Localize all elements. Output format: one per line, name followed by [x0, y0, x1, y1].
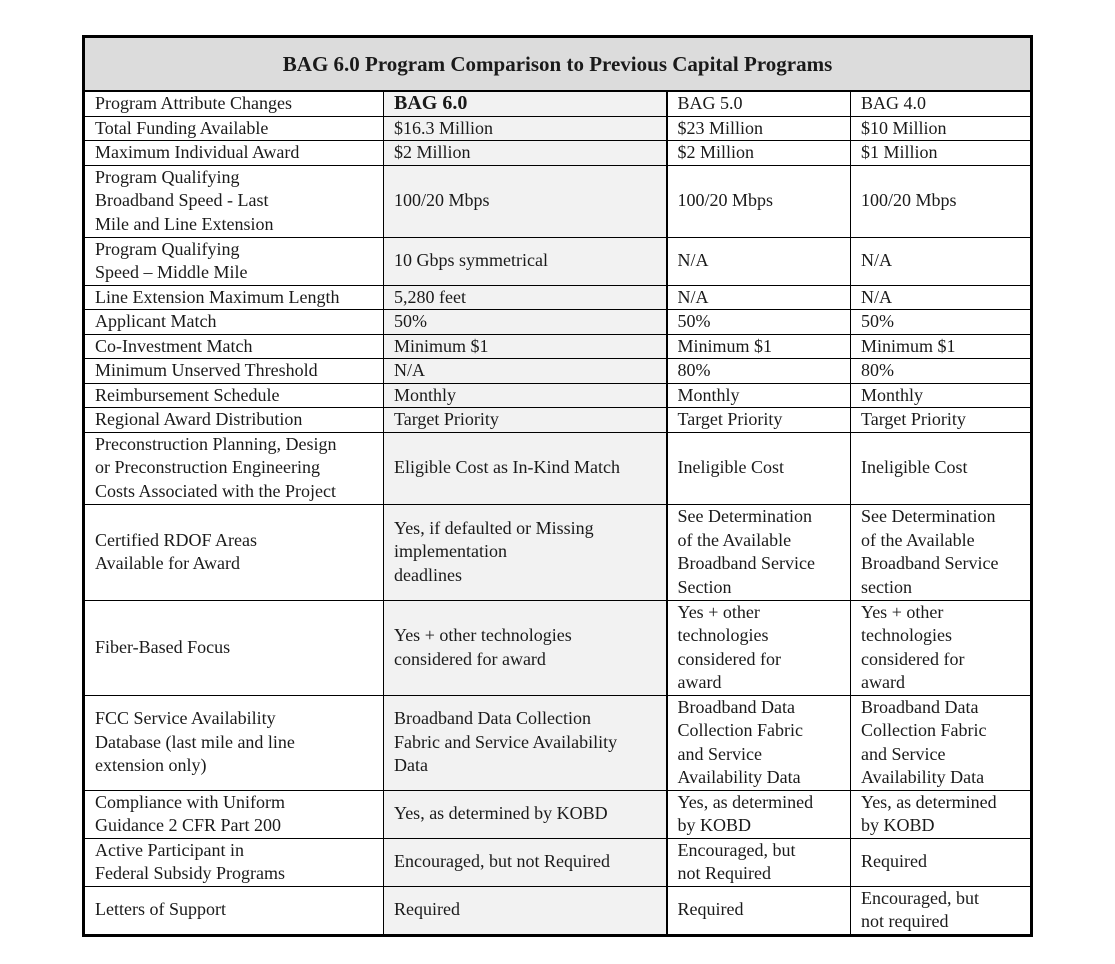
cell-attribute: Fiber-Based Focus [84, 600, 384, 695]
cell-bag-5: $2 Million [667, 141, 851, 166]
table-row [84, 237, 1032, 285]
cell-bag-6: Yes + other technologies considered for award [384, 600, 667, 695]
cell-bag-6: Encouraged, but not Required [384, 838, 667, 886]
cell-bag-5: $23 Million [667, 116, 851, 141]
cell-attribute: Certified RDOF Areas Available for Award [84, 504, 384, 600]
cell-bag-6: 5,280 feet [384, 285, 667, 310]
table-row [84, 432, 1032, 504]
cell-bag-6: 50% [384, 310, 667, 335]
cell-bag-5: Yes + other technologies considered for award [667, 600, 851, 695]
cell-bag-6: Required [384, 886, 667, 935]
cell-attribute: Co-Investment Match [84, 334, 384, 359]
cell-bag-5: N/A [667, 285, 851, 310]
cell-bag-4: See Determination of the Available Broadband Service section [851, 504, 1032, 600]
header-bag-5: BAG 5.0 [667, 91, 851, 116]
cell-bag-6: $2 Million [384, 141, 667, 166]
header-attribute: Program Attribute Changes [84, 91, 384, 116]
cell-attribute: Program Qualifying Broadband Speed - Last Mile and Line Extension [84, 165, 384, 237]
cell-bag-4: $1 Million [851, 141, 1032, 166]
comparison-table [82, 35, 1033, 937]
table-body [84, 116, 1032, 935]
cell-bag-4: 50% [851, 310, 1032, 335]
table-row [84, 408, 1032, 433]
table-row [84, 886, 1032, 935]
cell-attribute: Program Qualifying Speed – Middle Mile [84, 237, 384, 285]
header-bag-6: BAG 6.0 [384, 91, 667, 116]
table-row [84, 600, 1032, 695]
cell-bag-5: Encouraged, but not Required [667, 838, 851, 886]
cell-bag-4: Yes + other technologies considered for award [851, 600, 1032, 695]
cell-attribute: Total Funding Available [84, 116, 384, 141]
cell-bag-5: Monthly [667, 383, 851, 408]
comparison-table-container [82, 35, 1030, 937]
cell-bag-6: N/A [384, 359, 667, 384]
cell-bag-6: Broadband Data Collection Fabric and Service Availability Data [384, 695, 667, 790]
cell-bag-5: 50% [667, 310, 851, 335]
cell-bag-6: Eligible Cost as In-Kind Match [384, 432, 667, 504]
cell-bag-6: Minimum $1 [384, 334, 667, 359]
cell-attribute: Maximum Individual Award [84, 141, 384, 166]
table-row [84, 310, 1032, 335]
cell-bag-4: Yes, as determined by KOBD [851, 790, 1032, 838]
cell-attribute: Minimum Unserved Threshold [84, 359, 384, 384]
cell-attribute: Preconstruction Planning, Design or Preconstruction Engineering Costs Associated with the Project [84, 432, 384, 504]
cell-bag-5: Minimum $1 [667, 334, 851, 359]
header-bag-4: BAG 4.0 [851, 91, 1032, 116]
cell-attribute: FCC Service Availability Database (last mile and line extension only) [84, 695, 384, 790]
cell-attribute: Line Extension Maximum Length [84, 285, 384, 310]
table-row [84, 838, 1032, 886]
cell-bag-6: $16.3 Million [384, 116, 667, 141]
cell-bag-4: 100/20 Mbps [851, 165, 1032, 237]
table-title: BAG 6.0 Program Comparison to Previous Capital Programs [84, 37, 1032, 92]
cell-bag-5: 80% [667, 359, 851, 384]
cell-bag-4: $10 Million [851, 116, 1032, 141]
cell-attribute: Active Participant in Federal Subsidy Programs [84, 838, 384, 886]
cell-bag-4: N/A [851, 237, 1032, 285]
cell-bag-6: 10 Gbps symmetrical [384, 237, 667, 285]
cell-bag-4: Target Priority [851, 408, 1032, 433]
table-row [84, 116, 1032, 141]
cell-bag-4: Broadband Data Collection Fabric and Service Availability Data [851, 695, 1032, 790]
cell-bag-5: N/A [667, 237, 851, 285]
cell-bag-4: Monthly [851, 383, 1032, 408]
cell-attribute: Reimbursement Schedule [84, 383, 384, 408]
cell-attribute: Compliance with Uniform Guidance 2 CFR Part 200 [84, 790, 384, 838]
cell-bag-5: Yes, as determined by KOBD [667, 790, 851, 838]
table-row [84, 695, 1032, 790]
cell-bag-6: 100/20 Mbps [384, 165, 667, 237]
cell-bag-4: N/A [851, 285, 1032, 310]
cell-bag-6: Yes, as determined by KOBD [384, 790, 667, 838]
table-row [84, 334, 1032, 359]
cell-bag-4: Required [851, 838, 1032, 886]
cell-bag-4: Ineligible Cost [851, 432, 1032, 504]
cell-bag-4: Minimum $1 [851, 334, 1032, 359]
cell-bag-6: Monthly [384, 383, 667, 408]
cell-bag-5: Ineligible Cost [667, 432, 851, 504]
table-row [84, 141, 1032, 166]
table-row [84, 790, 1032, 838]
cell-attribute: Regional Award Distribution [84, 408, 384, 433]
cell-bag-5: 100/20 Mbps [667, 165, 851, 237]
cell-bag-5: Required [667, 886, 851, 935]
cell-bag-4: 80% [851, 359, 1032, 384]
cell-bag-4: Encouraged, but not required [851, 886, 1032, 935]
table-header-row [84, 91, 1032, 116]
cell-attribute: Letters of Support [84, 886, 384, 935]
cell-bag-5: Target Priority [667, 408, 851, 433]
cell-attribute: Applicant Match [84, 310, 384, 335]
cell-bag-6: Target Priority [384, 408, 667, 433]
table-row [84, 504, 1032, 600]
table-row [84, 383, 1032, 408]
cell-bag-5: See Determination of the Available Broadband Service Section [667, 504, 851, 600]
cell-bag-5: Broadband Data Collection Fabric and Service Availability Data [667, 695, 851, 790]
table-row [84, 285, 1032, 310]
cell-bag-6: Yes, if defaulted or Missing implementation deadlines [384, 504, 667, 600]
table-row [84, 359, 1032, 384]
table-row [84, 165, 1032, 237]
